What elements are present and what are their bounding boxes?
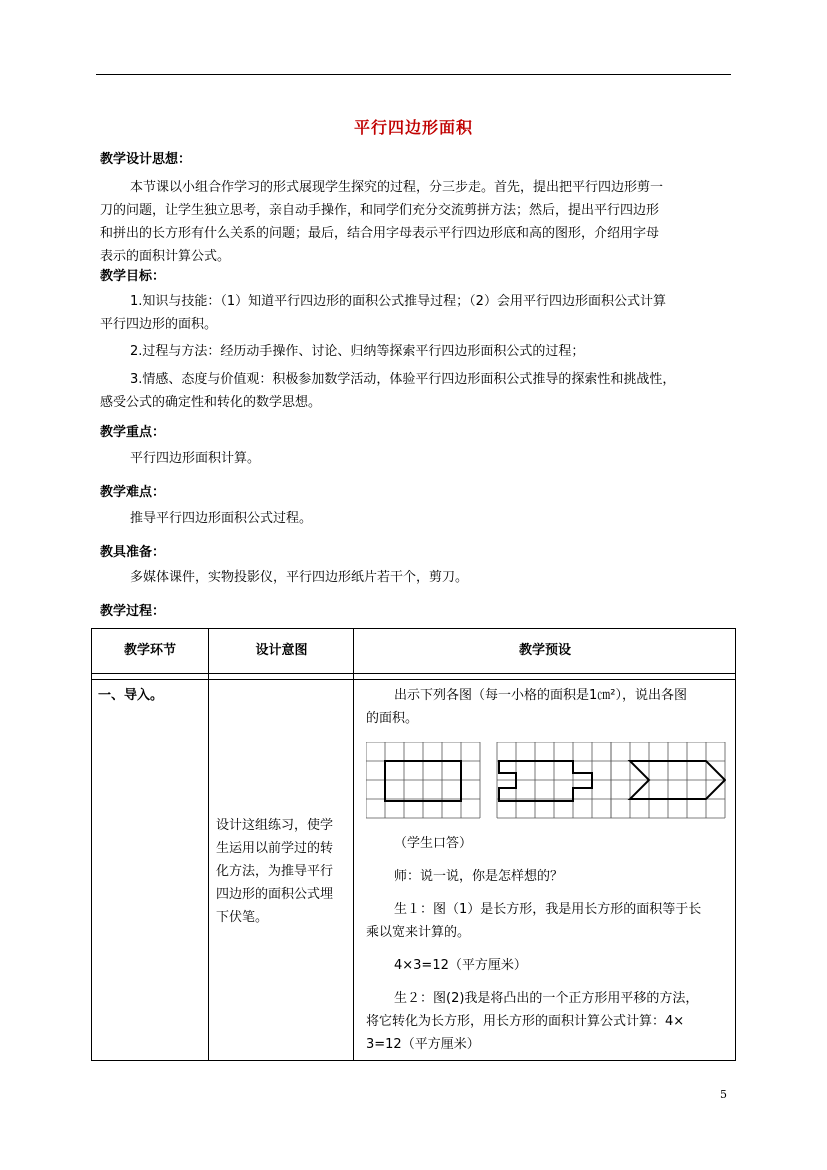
table-header-divider (91, 673, 736, 674)
preset-dialogue (366, 832, 731, 1056)
table-col-divider-2 (353, 628, 354, 1061)
difficulty-heading: 教学难点： (100, 485, 166, 500)
table-border-right (735, 628, 736, 1061)
text-line: 3=12（平方厘米） (366, 1037, 480, 1052)
intent-cell (216, 814, 352, 929)
design-thought-heading: 教学设计思想： (100, 152, 192, 167)
text-line: 推导平行四边形面积公式过程。 (130, 511, 313, 526)
text-line: 表示的面积计算公式。 (100, 249, 231, 264)
text-line: 2.过程与方法：经历动手操作、讨论、归纳等探索平行四边形面积公式的过程； (130, 344, 585, 359)
text-line: 多媒体课件，实物投影仪，平行四边形纸片若干个，剪刀。 (130, 570, 469, 585)
table-border-bottom (91, 1060, 736, 1061)
text-line: 生运用以前学过的转 (216, 841, 334, 856)
text-line: 生１：图（1）是长方形，我是用长方形的面积等于长 (394, 902, 702, 917)
text-line: 将它转化为长方形，用长方形的面积计算公式计算：4× (366, 1014, 685, 1029)
text-line: 1.知识与技能：（1）知道平行四边形的面积公式推导过程；（2）会用平行四边形面积公式计算 (130, 294, 666, 309)
text-line: （学生口答） (394, 836, 473, 851)
page-title: 平行四边形面积 (353, 118, 473, 137)
header-rule (96, 74, 731, 75)
text-line: 设计这组练习，使学 (216, 818, 334, 833)
text-line: 化方法，为推导平行 (216, 864, 334, 879)
table-header-divider-2 (91, 679, 736, 680)
text-line: 出示下列各图（每一小格的面积是1㎝²），说出各图 (394, 688, 687, 703)
text-line: 刀的问题，让学生独立思考，亲自动手操作，和同学们充分交流剪拼方法；然后，提出平行四边形 (100, 203, 660, 218)
composite-shape (499, 761, 592, 801)
text-line: 本节课以小组合作学习的形式展现学生探究的过程，分三步走。首先，提出把平行四边形剪一 (130, 180, 664, 195)
text-line: 师：说一说，你是怎样想的？ (394, 869, 564, 884)
text-line: 平行四边形面积计算。 (130, 451, 261, 466)
text-line: 的面积。 (366, 711, 419, 726)
goal-1 (100, 290, 730, 336)
goal-2 (100, 340, 730, 363)
table-col-divider-1 (208, 628, 209, 1061)
grid-figure-1 (366, 742, 480, 818)
tools-text (100, 566, 730, 589)
grid-figure-3 (611, 742, 725, 818)
stage-cell: 一、导入。 (98, 688, 164, 703)
text-line: 4×3=12（平方厘米） (394, 958, 527, 973)
text-line: 平行四边形的面积。 (100, 317, 218, 332)
goals-heading: 教学目标： (100, 269, 166, 284)
grid-figure-2 (497, 742, 611, 818)
header-preset: 教学预设 (518, 643, 571, 658)
design-thought-paragraph (100, 176, 730, 268)
tools-heading: 教具准备： (100, 545, 166, 560)
key-point-heading: 教学重点： (100, 425, 166, 440)
text-line: 3.情感、态度与价值观：积极参加数学活动，体验平行四边形面积公式推导的探索性和挑战性， (130, 372, 676, 387)
key-point-text (100, 447, 730, 470)
text-line: 乘以宽来计算的。 (366, 925, 471, 940)
text-line: 生２：图(2)我是将凸出的一个正方形用平移的方法， (394, 991, 699, 1006)
header-intent: 设计意图 (255, 643, 308, 658)
goal-3 (100, 368, 730, 414)
text-line: 四边形的面积公式埋 (216, 887, 334, 902)
preset-intro (366, 684, 731, 730)
text-line: 感受公式的确定性和转化的数学思想。 (100, 395, 322, 410)
text-line: 下伏笔。 (216, 910, 269, 925)
header-stage: 教学环节 (123, 643, 176, 658)
difficulty-text (100, 507, 730, 530)
page-number: 5 (720, 1088, 727, 1101)
table-border-left (91, 628, 92, 1061)
process-heading: 教学过程： (100, 604, 166, 619)
grid-figures (366, 742, 726, 822)
text-line: 和拼出的长方形有什么关系的问题；最后，结合用字母表示平行四边形底和高的图形，介绍用字母 (100, 226, 660, 241)
